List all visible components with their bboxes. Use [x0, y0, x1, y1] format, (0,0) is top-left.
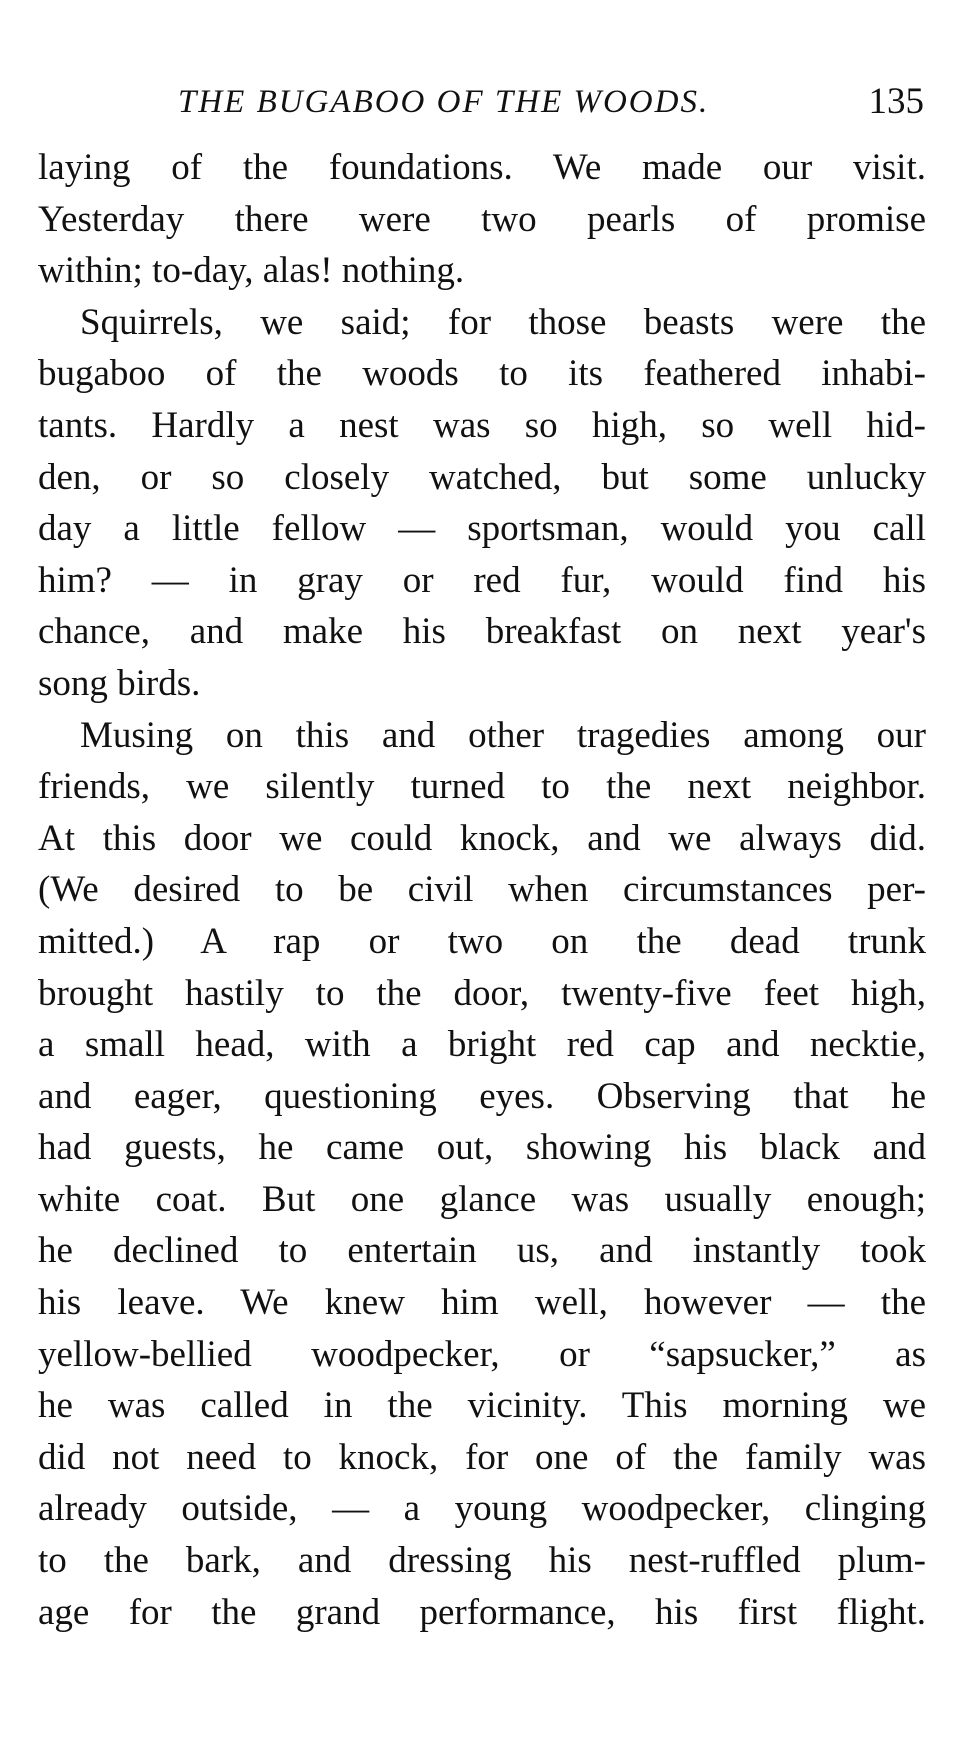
- page-number: 135: [868, 81, 924, 122]
- text-line: age for the grand performance, his first flight.: [38, 1591, 926, 1633]
- text-line: to the bark, and dressing his nest-ruffled plum-: [38, 1540, 926, 1582]
- text-line: white coat. But one glance was usually enough;: [38, 1178, 926, 1220]
- text-line: yellow-bellied woodpecker, or “sapsucker,” as: [38, 1333, 926, 1375]
- running-title: THE BUGABOO OF THE WOODS.: [178, 84, 710, 120]
- text-line: chance, and make his breakfast on next year's: [38, 611, 926, 653]
- text-line: laying of the foundations. We made our visit.: [38, 147, 926, 188]
- text-line: him? — in gray or red fur, would find his: [38, 559, 926, 601]
- text-line: day a little fellow — sportsman, would you call: [38, 508, 926, 550]
- text-line: friends, we silently turned to the next neighbor.: [38, 766, 926, 808]
- text-line: had guests, he came out, showing his black and: [38, 1127, 926, 1169]
- text-line: den, or so closely watched, but some unlucky: [38, 456, 926, 498]
- paragraph-3: [38, 710, 926, 1639]
- text-line: already outside, — a young woodpecker, clinging: [38, 1488, 926, 1530]
- paragraph-2: [38, 297, 926, 710]
- text-line: within; to-day, alas! nothing.: [38, 250, 465, 292]
- text-line: tants. Hardly a nest was so high, so well hid-: [38, 404, 926, 446]
- text-line: he declined to entertain us, and instantly took: [38, 1230, 926, 1272]
- text-line: Musing on this and other tragedies among our: [80, 714, 926, 756]
- text-line: (We desired to be civil when circumstances per-: [38, 869, 926, 911]
- text-line: Yesterday there were two pearls of promise: [38, 198, 926, 240]
- running-head: [40, 78, 924, 128]
- text-line: brought hastily to the door, twenty-five feet high,: [38, 972, 926, 1014]
- text-line: and eager, questioning eyes. Observing that he: [38, 1075, 926, 1117]
- body-text: [38, 142, 926, 1638]
- text-line: song birds.: [38, 662, 201, 704]
- text-line: he was called in the vicinity. This morning we: [38, 1385, 926, 1427]
- text-line: did not need to knock, for one of the family was: [38, 1436, 926, 1478]
- text-line: a small head, with a bright red cap and necktie,: [38, 1024, 926, 1066]
- text-line: Squirrels, we said; for those beasts were the: [80, 301, 926, 343]
- paragraph-1: [38, 142, 926, 297]
- text-line: bugaboo of the woods to its feathered inhabi-: [38, 353, 926, 395]
- text-line: mitted.) A rap or two on the dead trunk: [38, 920, 926, 962]
- text-line: At this door we could knock, and we always did.: [38, 817, 926, 859]
- text-line: his leave. We knew him well, however — the: [38, 1282, 926, 1324]
